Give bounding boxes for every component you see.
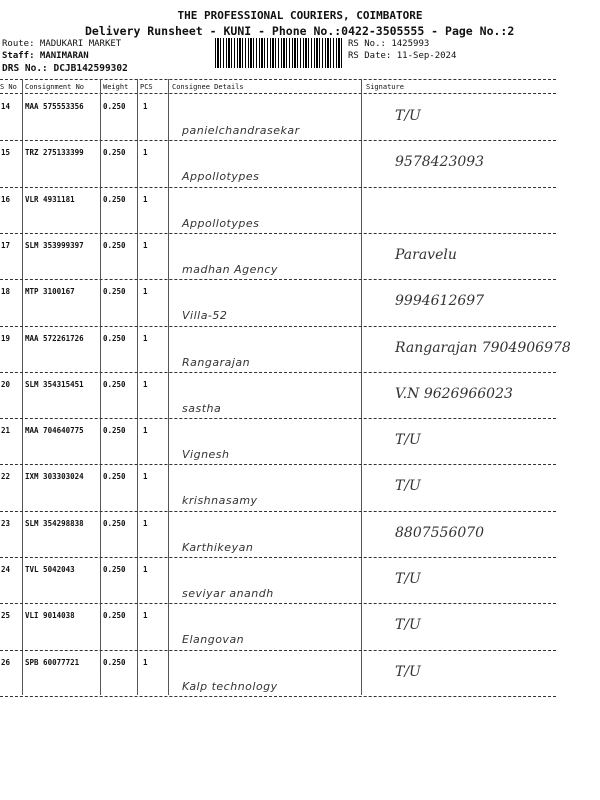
row-weight: 0.250 [103, 194, 126, 204]
row-pcs: 1 [143, 518, 148, 528]
row-pcs: 1 [143, 565, 148, 574]
row-signature-handwritten: 9578423093 [395, 154, 485, 171]
col-header-consignee: Consignee Details [172, 83, 244, 91]
row-signature-handwritten: T/U [395, 571, 421, 587]
row-sno: 18 [1, 287, 11, 297]
row-consignment-no: SLM 354298838 [25, 518, 84, 528]
row-weight: 0.250 [103, 472, 126, 482]
col-header-weight: Weight [103, 83, 129, 91]
row-consignment-no: MAA 572261726 [25, 333, 84, 343]
row-divider [0, 603, 556, 604]
row-sno: 25 [1, 611, 11, 621]
row-sno: 14 [1, 102, 11, 111]
row-divider [0, 418, 556, 419]
company-title: THE PROFESSIONAL COURIERS, COIMBATORE [177, 9, 423, 22]
row-consignment-no: MTP 3100167 [25, 287, 75, 297]
row-signature-handwritten: V.N 9626966023 [395, 385, 513, 402]
row-pcs: 1 [143, 148, 148, 158]
row-pcs: 1 [143, 611, 148, 621]
row-sno: 19 [1, 333, 11, 343]
row-weight: 0.250 [103, 565, 126, 574]
row-consignee-handwritten: Kalp technology [182, 679, 278, 693]
row-signature-handwritten: T/U [395, 478, 421, 495]
row-pcs: 1 [143, 426, 148, 436]
row-divider [0, 650, 556, 651]
row-consignee-handwritten: Villa-52 [182, 309, 228, 323]
row-consignee-handwritten: Karthikeyan [182, 540, 254, 554]
row-pcs: 1 [143, 194, 148, 204]
row-pcs: 1 [143, 657, 148, 667]
row-consignment-no: TRZ 275133399 [25, 148, 84, 158]
row-pcs: 1 [143, 379, 148, 389]
row-consignee-handwritten: seviyar anandh [182, 587, 274, 600]
row-consignment-no: IXM 303303024 [25, 472, 84, 482]
runsheet-title: Delivery Runsheet - KUNI - Phone No.:0422-3505555 - Page No.:2 [85, 24, 515, 38]
row-weight: 0.250 [103, 102, 126, 111]
rs-number: RS No.: 1425993 [348, 39, 430, 49]
row-signature-handwritten: 8807556070 [395, 524, 485, 541]
row-consignee-handwritten: Appollotypes [182, 170, 260, 184]
row-signature-handwritten: 9994612697 [395, 293, 485, 310]
row-divider [0, 511, 556, 512]
row-divider [0, 696, 556, 697]
row-divider [0, 140, 556, 141]
row-sno: 17 [1, 240, 11, 250]
row-consignment-no: SLM 354315451 [25, 379, 84, 389]
row-consignee-handwritten: Vignesh [182, 448, 230, 462]
row-consignment-no: MAA 704640775 [25, 426, 84, 436]
row-signature-handwritten: Rangarajan 7904906978 [395, 339, 571, 356]
col-header-pcs: PCS [140, 83, 153, 91]
header-bottom-rule [0, 93, 556, 94]
rs-date: RS Date: 11-Sep-2024 [348, 51, 457, 61]
row-sno: 21 [1, 426, 11, 436]
row-consignment-no: VLI 9014038 [25, 611, 75, 621]
row-weight: 0.250 [103, 611, 126, 621]
row-weight: 0.250 [103, 333, 126, 343]
row-divider [0, 187, 556, 188]
row-sno: 26 [1, 657, 11, 667]
row-signature-handwritten: Paravelu [395, 246, 457, 263]
row-consignee-handwritten: madhan Agency [182, 262, 278, 276]
row-signature-handwritten: T/U [395, 617, 421, 634]
drs-number: DRS No.: DCJB142599302 [2, 63, 128, 74]
row-weight: 0.250 [103, 379, 126, 389]
row-divider [0, 233, 556, 234]
row-pcs: 1 [143, 287, 148, 297]
row-sno: 15 [1, 148, 11, 158]
row-consignee-handwritten: Appollotypes [182, 216, 260, 230]
row-sno: 24 [1, 565, 11, 574]
row-consignee-handwritten: Rangarajan [182, 355, 251, 369]
row-weight: 0.250 [103, 518, 126, 528]
row-divider [0, 464, 556, 465]
row-consignee-handwritten: sastha [182, 401, 222, 415]
row-weight: 0.250 [103, 426, 126, 436]
col-header-sno: S No [0, 83, 17, 91]
row-consignee-handwritten: panielchandrasekar [182, 124, 300, 137]
row-signature-handwritten: T/U [395, 432, 421, 449]
row-sno: 22 [1, 472, 11, 482]
route-text: Route: MADUKARI MARKET [2, 39, 122, 49]
row-divider [0, 557, 556, 558]
row-sno: 16 [1, 194, 11, 204]
row-consignment-no: SPB 60077721 [25, 657, 80, 667]
row-pcs: 1 [143, 102, 148, 111]
row-consignment-no: MAA 575553356 [25, 102, 84, 111]
staff-text: Staff: MANIMARAN [2, 51, 89, 61]
row-pcs: 1 [143, 472, 148, 482]
row-consignment-no: VLR 4931181 [25, 194, 75, 204]
row-weight: 0.250 [103, 287, 126, 297]
barcode-image [215, 38, 343, 68]
row-consignee-handwritten: Elangovan [182, 633, 245, 647]
row-sno: 20 [1, 379, 11, 389]
row-divider [0, 279, 556, 280]
row-divider [0, 372, 556, 373]
row-pcs: 1 [143, 333, 148, 343]
row-sno: 23 [1, 518, 11, 528]
col-header-signature: Signature [366, 83, 404, 91]
row-divider [0, 326, 556, 327]
col-header-consignment: Consignment No [25, 83, 85, 91]
header-top-rule [0, 79, 556, 80]
row-consignment-no: SLM 353999397 [25, 240, 84, 250]
row-signature-handwritten: T/U [395, 108, 421, 124]
row-weight: 0.250 [103, 657, 126, 667]
row-weight: 0.250 [103, 240, 126, 250]
row-consignment-no: TVL 5042043 [25, 565, 75, 574]
row-signature-handwritten: T/U [395, 663, 421, 680]
row-consignee-handwritten: krishnasamy [182, 494, 258, 508]
row-pcs: 1 [143, 240, 148, 250]
row-weight: 0.250 [103, 148, 126, 158]
